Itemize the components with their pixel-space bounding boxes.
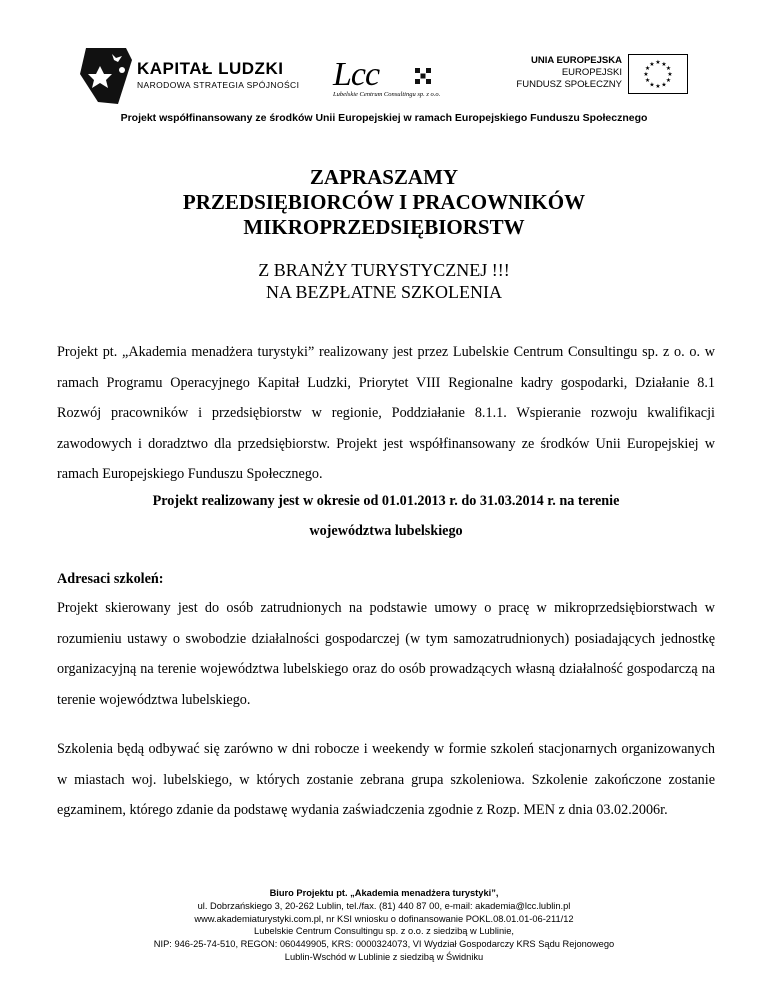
header-logos [0, 0, 768, 124]
eu-text [516, 55, 622, 91]
footer-line-2: ul. Dobrzańskiego 3, 20-262 Lublin, tel./fax. (81) 440 87 00, e-mail: akademia@lcc.lublin.pl [197, 900, 571, 911]
eu-star-icon: ★ [649, 81, 655, 89]
subheadline [0, 259, 768, 303]
eu-title: UNIA EUROPEJSKA [531, 55, 622, 66]
headline-line-1: ZAPRASZAMY [309, 165, 459, 189]
kapital-ludzki-text [137, 60, 299, 90]
footer-line-6: Lublin-Wschód w Lublinie z siedzibą w Świdniku [284, 951, 484, 962]
trainings-paragraph: Szkolenia będą odbywać się zarówno w dni robocze i weekendy w formie szkoleń stacjonarnych organizowanych w miastach woj. lubelskiego, w których zostanie zebrana grupa szkoleniowa. Szkolenie zakończone zostanie egzaminem, którego zdanie da podstawę wydania zaświadczenia zgodnie z Rozp. MEN z dnia 03.02.2006r. [57, 741, 715, 818]
eu-star-icon: ★ [649, 60, 655, 68]
cofinance-notice: Projekt współfinansowany ze środków Unii Europejskiej w ramach Europejskiego Funduszu Społecznego [120, 112, 648, 124]
lcc-cross-icon [415, 68, 431, 84]
kapital-ludzki-title: KAPITAŁ LUDZKI [137, 59, 284, 78]
headline-line-2: PRZEDSIĘBIORCÓW I PRACOWNIKÓW [182, 190, 586, 214]
eu-star-icon: ★ [644, 65, 651, 73]
kapital-ludzki-subtitle: NARODOWA STRATEGIA SPÓJNOŚCI [137, 80, 300, 90]
subheadline-line-2: NA BEZPŁATNE SZKOLENIA [266, 282, 502, 302]
eu-star-icon: ★ [665, 65, 672, 73]
footer [0, 887, 768, 964]
lcc-logo-letters: Lcc [333, 56, 380, 93]
eu-star-icon: ★ [643, 71, 649, 79]
intro-paragraph: Projekt pt. „Akademia menadżera turystyki” realizowany jest przez Lubelskie Centrum Consultingu sp. z o. o. w ramach Programu Operacyjnego Kapitał Ludzki, Priorytet VIII Regionalne kadry gospodarki, Działanie 8.1 Rozwój pracowników i przedsiębiorstw w regionie, Poddziałanie 8.1.1. Wspieranie rozwoju kwalifikacji zawodowych i doradztwo dla przedsiębiorstw. Projekt jest współfinansowany ze środków Unii Europejskiej w ramach Europejskiego Funduszu Społecznego. [57, 344, 715, 482]
footer-line-3: www.akademiaturystyki.com.pl, nr KSI wniosku o dofinansowanie POKL.08.01.01-06-211/12 [194, 913, 574, 924]
eu-line-1: EUROPEJSKI [561, 67, 622, 78]
kapital-ludzki-logo-icon [78, 44, 134, 106]
footer-line-4: Lubelskie Centrum Consultingu sp. z o.o. z siedzibą w Lublinie, [254, 926, 514, 937]
project-period-line-2: województwa lubelskiego [309, 523, 463, 539]
eu-star-icon: ★ [661, 60, 667, 68]
eu-star-icon: ★ [667, 71, 673, 79]
footer-line-5: NIP: 946-25-74-510, REGON: 060449905, KRS: 0000324073, VI Wydział Gospodarczy KRS Sądu Rejonowego [153, 939, 615, 950]
headline-line-3: MIKROPRZEDSIĘBIORSTW [243, 215, 525, 239]
lcc-logo-subtitle: Lubelskie Centrum Consultingu sp. z o.o. [333, 91, 441, 98]
headline [0, 165, 768, 240]
project-period [57, 486, 715, 546]
lcc-logo [333, 56, 463, 98]
addressees-heading: Adresaci szkoleń: [57, 571, 164, 587]
eu-star-icon: ★ [661, 81, 667, 89]
eu-star-icon: ★ [655, 83, 661, 91]
eu-star-icon: ★ [655, 59, 661, 67]
addressees-paragraph: Projekt skierowany jest do osób zatrudnionych na podstawie umowy o pracę w mikroprzedsiębiorstwach w rozumieniu ustawy o swobodzie działalności gospodarczej (w tym samozatrudnionych) posiadających jednostkę organizacyjną na terenie województwa lubelskiego oraz do osób prowadzących własną działalność gospodarczą na terenie województwa lubelskiego. [57, 600, 715, 708]
eu-flag-icon [628, 54, 688, 94]
eu-line-2: FUNDUSZ SPOŁECZNY [516, 79, 622, 90]
project-period-line-1: Projekt realizowany jest w okresie od 01.01.2013 r. do 31.03.2014 r. na terenie [152, 493, 620, 509]
eu-star-icon: ★ [665, 77, 672, 85]
subheadline-line-1: Z BRANŻY TURYSTYCZNEJ !!! [258, 260, 510, 280]
footer-line-1: Biuro Projektu pt. „Akademia menadżera turystyki”, [269, 888, 499, 898]
eu-star-icon: ★ [644, 77, 651, 85]
